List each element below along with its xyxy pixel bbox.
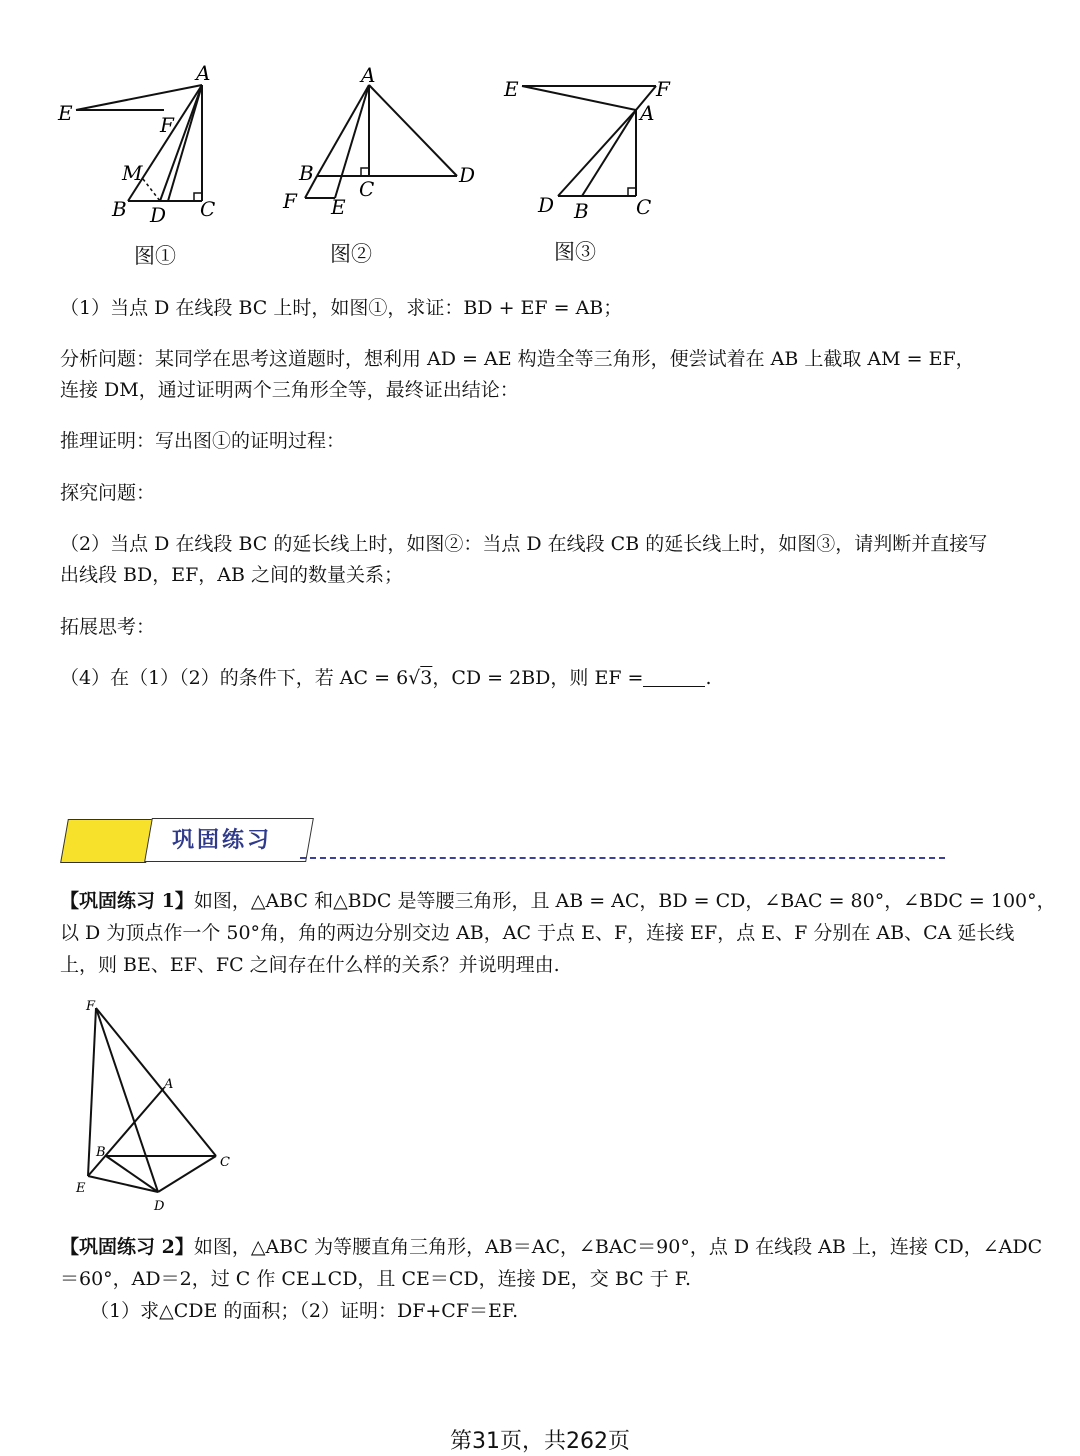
exercise-2-label: 【巩固练习 2】 xyxy=(60,1236,194,1258)
figure-4 xyxy=(66,996,246,1218)
fig3-label-c: C xyxy=(636,195,652,219)
exercise-1-line-1 xyxy=(60,886,1056,917)
fig4-label-e: E xyxy=(76,1181,86,1196)
fig3-label-b: B xyxy=(574,199,589,223)
question-2-line-1: （2）当点 D 在线段 BC 的延长线上时，如图②：当点 D 在线段 CB 的延长线上时，如图③，请判断并直接写 xyxy=(60,533,988,555)
exercise-1-line-3: 上，则 BE、EF、FC 之间存在什么样的关系？并说明理由. xyxy=(60,954,560,976)
question-2-line-2: 出线段 BD，EF，AB 之间的数量关系； xyxy=(60,564,404,586)
fig2-label-b: B xyxy=(299,161,314,185)
exercise-1-line-2: 以 D 为顶点作一个 50°角，角的两边分别交边 AB，AC 于点 E、F，连接 EF，点 E、F 分别在 AB、CA 延长线 xyxy=(60,922,1015,944)
fig3-seg-ad xyxy=(558,110,636,196)
fig4-seg-fe xyxy=(88,1008,96,1176)
fig4-label-a: A xyxy=(164,1077,174,1092)
fig1-label-c: C xyxy=(200,197,216,221)
fig1-label-m: M xyxy=(122,161,143,185)
fig3-seg-ea xyxy=(522,86,636,110)
fig1-seg-dm xyxy=(143,179,160,201)
fig2-label-f: F xyxy=(283,189,297,213)
fig2-right-angle xyxy=(361,168,369,176)
exercise-1-label: 【巩固练习 1】 xyxy=(60,890,194,912)
exercise-2-line-1 xyxy=(60,1232,1043,1263)
fig2-label-e: E xyxy=(331,195,346,219)
fig3-caption: 图③ xyxy=(554,240,596,264)
analysis-line-2: 连接 DM，通过证明两个三角形全等，最终证出结论： xyxy=(60,379,519,401)
fig3-label-d: D xyxy=(538,193,555,217)
fig2-label-a: A xyxy=(361,63,376,87)
fig4-seg-cd xyxy=(158,1156,216,1192)
fig1-label-e: E xyxy=(58,101,73,125)
question-4-sqrt: 3 xyxy=(420,667,433,689)
proof-heading: 推理证明：写出图①的证明过程： xyxy=(60,430,346,452)
fig3-label-a: A xyxy=(640,101,655,125)
fig4-label-d: D xyxy=(154,1199,165,1214)
section-divider xyxy=(300,857,945,859)
fig4-label-f: F xyxy=(86,999,96,1014)
fig1-caption: 图① xyxy=(134,244,176,268)
fig3-label-e: E xyxy=(504,77,519,101)
exercise-2-text-1: 如图，△ABC 为等腰直角三角形，AB＝AC，∠BAC＝90°，点 D 在线段 AB 上，连接 CD，∠ADC xyxy=(193,1236,1043,1258)
explore-heading: 探究问题： xyxy=(60,482,156,504)
section-title: 巩固练习 xyxy=(172,828,273,853)
figure-1 xyxy=(50,58,240,228)
question-4-suffix: ，CD = 2BD，则 EF = xyxy=(432,667,644,689)
question-4 xyxy=(60,663,1025,694)
fig3-seg-ab xyxy=(582,110,636,196)
fig2-caption: 图② xyxy=(330,242,372,266)
fig1-label-d: D xyxy=(150,203,167,227)
question-4-prefix: （4）在（1）（2）的条件下，若 AC = 6 xyxy=(60,667,409,689)
fig2-label-c: C xyxy=(359,177,375,201)
fig4-seg-ae xyxy=(88,1088,164,1176)
exercise-2-line-3: （1）求△CDE 的面积；（2）证明：DF+CF＝EF. xyxy=(90,1300,519,1322)
fig4-label-b: B xyxy=(96,1145,106,1160)
fig3-label-f: F xyxy=(656,77,670,101)
fig1-label-b: B xyxy=(112,197,127,221)
section-yellow-block xyxy=(60,819,154,863)
page-footer: 第31页，共262页 xyxy=(450,1429,630,1454)
exercise-2-line-2: ＝60°，AD＝2，过 C 作 CE⊥CD，且 CE＝CD，连接 DE，交 BC 于 F. xyxy=(60,1268,692,1290)
fig2-seg-ab xyxy=(317,85,369,176)
fig2-label-d: D xyxy=(459,163,476,187)
extend-heading: 拓展思考： xyxy=(60,616,156,638)
analysis-line-1: 分析问题：某同学在思考这道题时，想利用 AD = AE 构造全等三角形，便尝试着在 AB 上截取 AM = EF， xyxy=(60,348,975,370)
sqrt-symbol: √ xyxy=(408,667,421,689)
exercise-1-text-1: 如图，△ABC 和△BDC 是等腰三角形，且 AB = AC，BD = CD，∠BAC = 80°，∠BDC = 100°， xyxy=(193,890,1056,912)
question-4-end: . xyxy=(705,667,712,689)
fig1-label-f: F xyxy=(160,113,174,137)
fig1-label-a: A xyxy=(196,61,211,85)
fig2-seg-ad xyxy=(369,85,457,176)
answer-blank[interactable] xyxy=(643,666,705,687)
fig4-label-c: C xyxy=(220,1155,230,1170)
fig4-seg-fc xyxy=(96,1008,216,1156)
fig1-seg-ea xyxy=(76,85,202,110)
fig4-seg-fd xyxy=(96,1008,158,1192)
fig3-right-angle xyxy=(628,188,636,196)
fig1-seg-ad2 xyxy=(168,85,202,201)
question-1: （1）当点 D 在线段 BC 上时，如图①，求证：BD + EF = AB； xyxy=(60,297,623,319)
figure-2 xyxy=(275,58,495,228)
figure-3 xyxy=(500,72,690,232)
fig1-seg-ad xyxy=(160,85,202,201)
